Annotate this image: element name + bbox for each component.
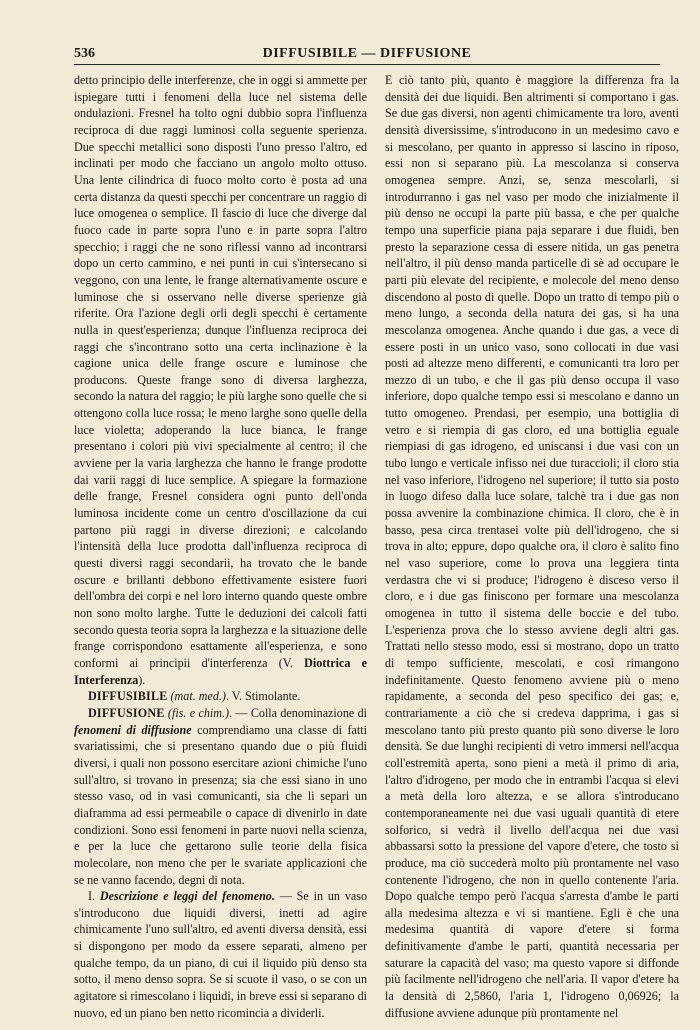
left-column: [74, 72, 367, 1021]
paragraph-text: detto principio delle interferenze, che in oggi si ammette per ispiegare tutti i fenomeni della luce nel sistema delle ondulazioni. Fresnel ha tolto ogni dubbio sopra l'influenza reciproca di due raggi luminosi colla seguente sperienza. Due specchi metallici sono disposti l'uno presso l'altro, ed inclinati per modo che facciano un angolo molto ottuso. Una lente cilindrica di fuoco molto corto è posta ad una certa distanza da questi specchi per concentrare un raggio di luce omogenea o semplice. Il fascio di luce che diverge dal fuoco cade in parte sopra l'uno e in parte sopra l'altro specchio; i raggi che ne sono riflessi vanno ad incontrarsi dopo un certo cammino, e nei punti in cui s'intersecano si veggono, con una lente, le frange alternativamente oscure e luminose che si osservano nelle diverse sperienze già riferite. Ora l'azione degli orli degli specchi è certamente nulla in quest'esperienza; dunque l'influenza reciproca dei raggi che s'incontrano sotto una certa inclinazione è la cagione unica delle frange oscure e luminose che producons. Queste frange sono di diversa larghezza, secondo la natura del raggio; le più larghe sono quelle che si ottengono colla luce rossa; le meno larghe sono quelle della luce violetta; adoperando la luce bianca, le frange presentano i colori più vivi specialmente al centro; il che avviene per la varia larghezza che hanno le frange prodotte dai varii raggi di luce semplice. A spiegare la formazione delle frange, Fresnel considera ogni punto dell'onda luminosa incidente come un centro d'oscillazione da cui partono più raggi in diverse direzioni; e calcolando l'intensità della luce prodotta dall'influenza reciproca di questi diversi raggi secondarii, ha trovato che le bande oscure e brillanti debbono effettivamente esistere fuori dell'ombra dei corpi e nel loro interno quando queste ombre non sono molto larghe. Tutte le deduzioni dei calcoli fatti secondo questa teoria sopra la larghezza e la situazione delle frange corrispondono esattamente all'esperienza, e sono conformi ai principii d'interferenza (V.: [74, 73, 367, 670]
entry-term: fenomeni di diffusione: [74, 722, 192, 737]
entry-category: (mat. med.): [167, 689, 226, 704]
entry-text: . — Colla denominazione di: [229, 705, 367, 720]
entry-diffusibile: [74, 688, 367, 705]
page-number: 536: [74, 46, 95, 61]
entry-text: comprendiamo una classe di fatti svariatissimi, che si presentano quando due o più fluidi diversi, i quali non possono esercitare azioni chimiche l'uno sull'altro, si trovano in presenza; sia che essi siano in uno stesso vaso, od in vasi comunicanti, sia che li separi un diaframma ad essi permeabile o capace di divenirlo in date condizioni. Sono essi fenomeni in parte nuovi nella scienza, e per la luce che gettarono sulle teorie della fisica molecolare, non meno che per le svariate applicazioni che se ne vanno facendo, degni di nota.: [74, 722, 367, 887]
entry-headword: DIFFUSIONE: [88, 705, 165, 720]
running-title: DIFFUSIBILE — DIFFUSIONE: [262, 46, 472, 61]
section-descrizione: [74, 888, 367, 1021]
entry-diffusione: [74, 705, 367, 888]
running-header: [74, 40, 660, 65]
entry-headword: DIFFUSIBILE: [88, 689, 168, 704]
paragraph-interferenze: [74, 72, 367, 688]
cross-reference: Diottrica e Interferenza: [74, 655, 367, 687]
paragraph-end: ).: [138, 672, 146, 687]
section-text: — Se in un vaso s'introducono due liquidi diversi, inetti ad agire chimicamente l'uno sull'altro, ed aventi diversa densità, essi si dispongono per modo da essere separati, almeno per qualche tempo, da un piano, di cui il liquido più denso sta sotto, il meno denso sopra. Se si scuote il vaso, o se con un agitatore si rimescolano i liquidi, in breve essi si separano di nuovo, ed un piano ben netto ricomincia a dividerli.: [74, 889, 367, 1020]
paragraph-gas: E ciò tanto più, quanto è maggiore la differenza fra la densità dei due liquidi. Ben altrimenti si comportano i gas. Se due gas diversi, non agenti chimicamente tra loro, aventi densità diversissime, s'introducono in un medesimo cavo e si mescolano, per quanto in appresso si lascino in riposo, essi non si separano più. La mescolanza si conserva omogenea sempre. Anzi, se, senza mescolarli, si introdurranno i gas nel vaso per modo che inizialmente il più denso ne occupi la parte più bassa, e che per qualche tempo una superficie piana paja separare i due fluidi, ben presto la separazione cessa di essere nitida, un gas penetra nell'altro, il più denso manda particelle di sè ad occupare le parti più elevate del recipiente, e molecole del meno denso discendono al posto di quelle. Dopo un tratto di tempo più o meno lungo, a seconda della natura dei gas, si ha una mescolanza omogenea. Anche quando i due gas, a vece di essere posti in un unico vaso, sono collocati in due vasi posti ad altezze meno differenti, e comunicanti tra loro per mezzo di un tubo, e che il gas più denso occupa il vaso inferiore, dopo qualche tempo essi si mescolano e danno un tutto omogeneo. Prendasi, per esempio, una bottiglia di vetro e si riempia di gas cloro, ed una bottiglia eguale riempiasi di gas idrogeno, ed uniscansi i due vasi con un tubo lungo e verticale infisso nei due turaccioli; il cloro stia nel vaso inferiore, l'idrogeno nel superiore; il tutto sia posto in luogo difeso dalla luce solare, talchè tra i due gas non possa avvenire la combinazione chimica. Il cloro, che è in basso, pesa circa trentasei volte più dell'idrogeno, che si trova in alto; eppure, dopo qualche ora, il cloro è salito fino nel vaso superiore, come lo prova una leggiera tinta verdastra che vi si produce; l'idrogeno è disceso verso il cloro, e i due gas finiscono per formare una mescolanza omogenea in tutto il sistema delle boccie e del tubo. L'esperienza prova che lo stesso avviene degli altri gas. Trattati nello stesso modo, essi si mostrano, dopo un tratto di tempo sufficiente, mescolati, e così rimangono indefinitamente. Questo fenomeno avviene più o meno rapidamente, a seconda del peso specifico dei gas; e, contrariamente a ciò che si credeva dapprima, i gas si mescolano tanto più presto quanto più sono diverse le loro densità. Se due lunghi recipienti di vetro immersi nell'acqua coll'estremità aperta, sono pieni a metà il primo di aria, l'altro d'idrogeno, per modo che in entrambi l'acqua si elevi a metà della loro altezza, e se allora s'introducano contemporaneamente nei due vasi uguali quantità di etere solforico, si vedrà il livello dell'acqua nei due vasi abbassarsi sotto la pressione del vapore d'etere, che tosto si produce, ma ciò succederà molto più prontamente nel vaso contenente l'idrogeno, che non in quello contenente l'aria. Dopo qualche tempo però l'acqua s'arresta d'ambe le parti alla medesima altezza e vi si mantiene. Egli è che una medesima quantità di vapore d'etere si forma definitivamente d'ambe le parti, quantità necessaria per saturare la capacità del vaso; ma questo vapore si diffonde più facilmente nell'idrogeno che nell'aria. Il vapor d'etere ha la densità di 2,5860, l'aria 1, l'idrogeno 0,06926; la diffusione avviene adunque più prontamente nel: [385, 73, 679, 1020]
entry-text: . V. Stimolante.: [225, 689, 301, 704]
text-columns: [74, 72, 679, 1030]
section-title: Descrizione e leggi del fenomeno.: [99, 889, 275, 904]
entry-category: (fis. e chim.): [164, 705, 230, 720]
right-column: [385, 72, 679, 1021]
section-number: I.: [88, 889, 100, 904]
